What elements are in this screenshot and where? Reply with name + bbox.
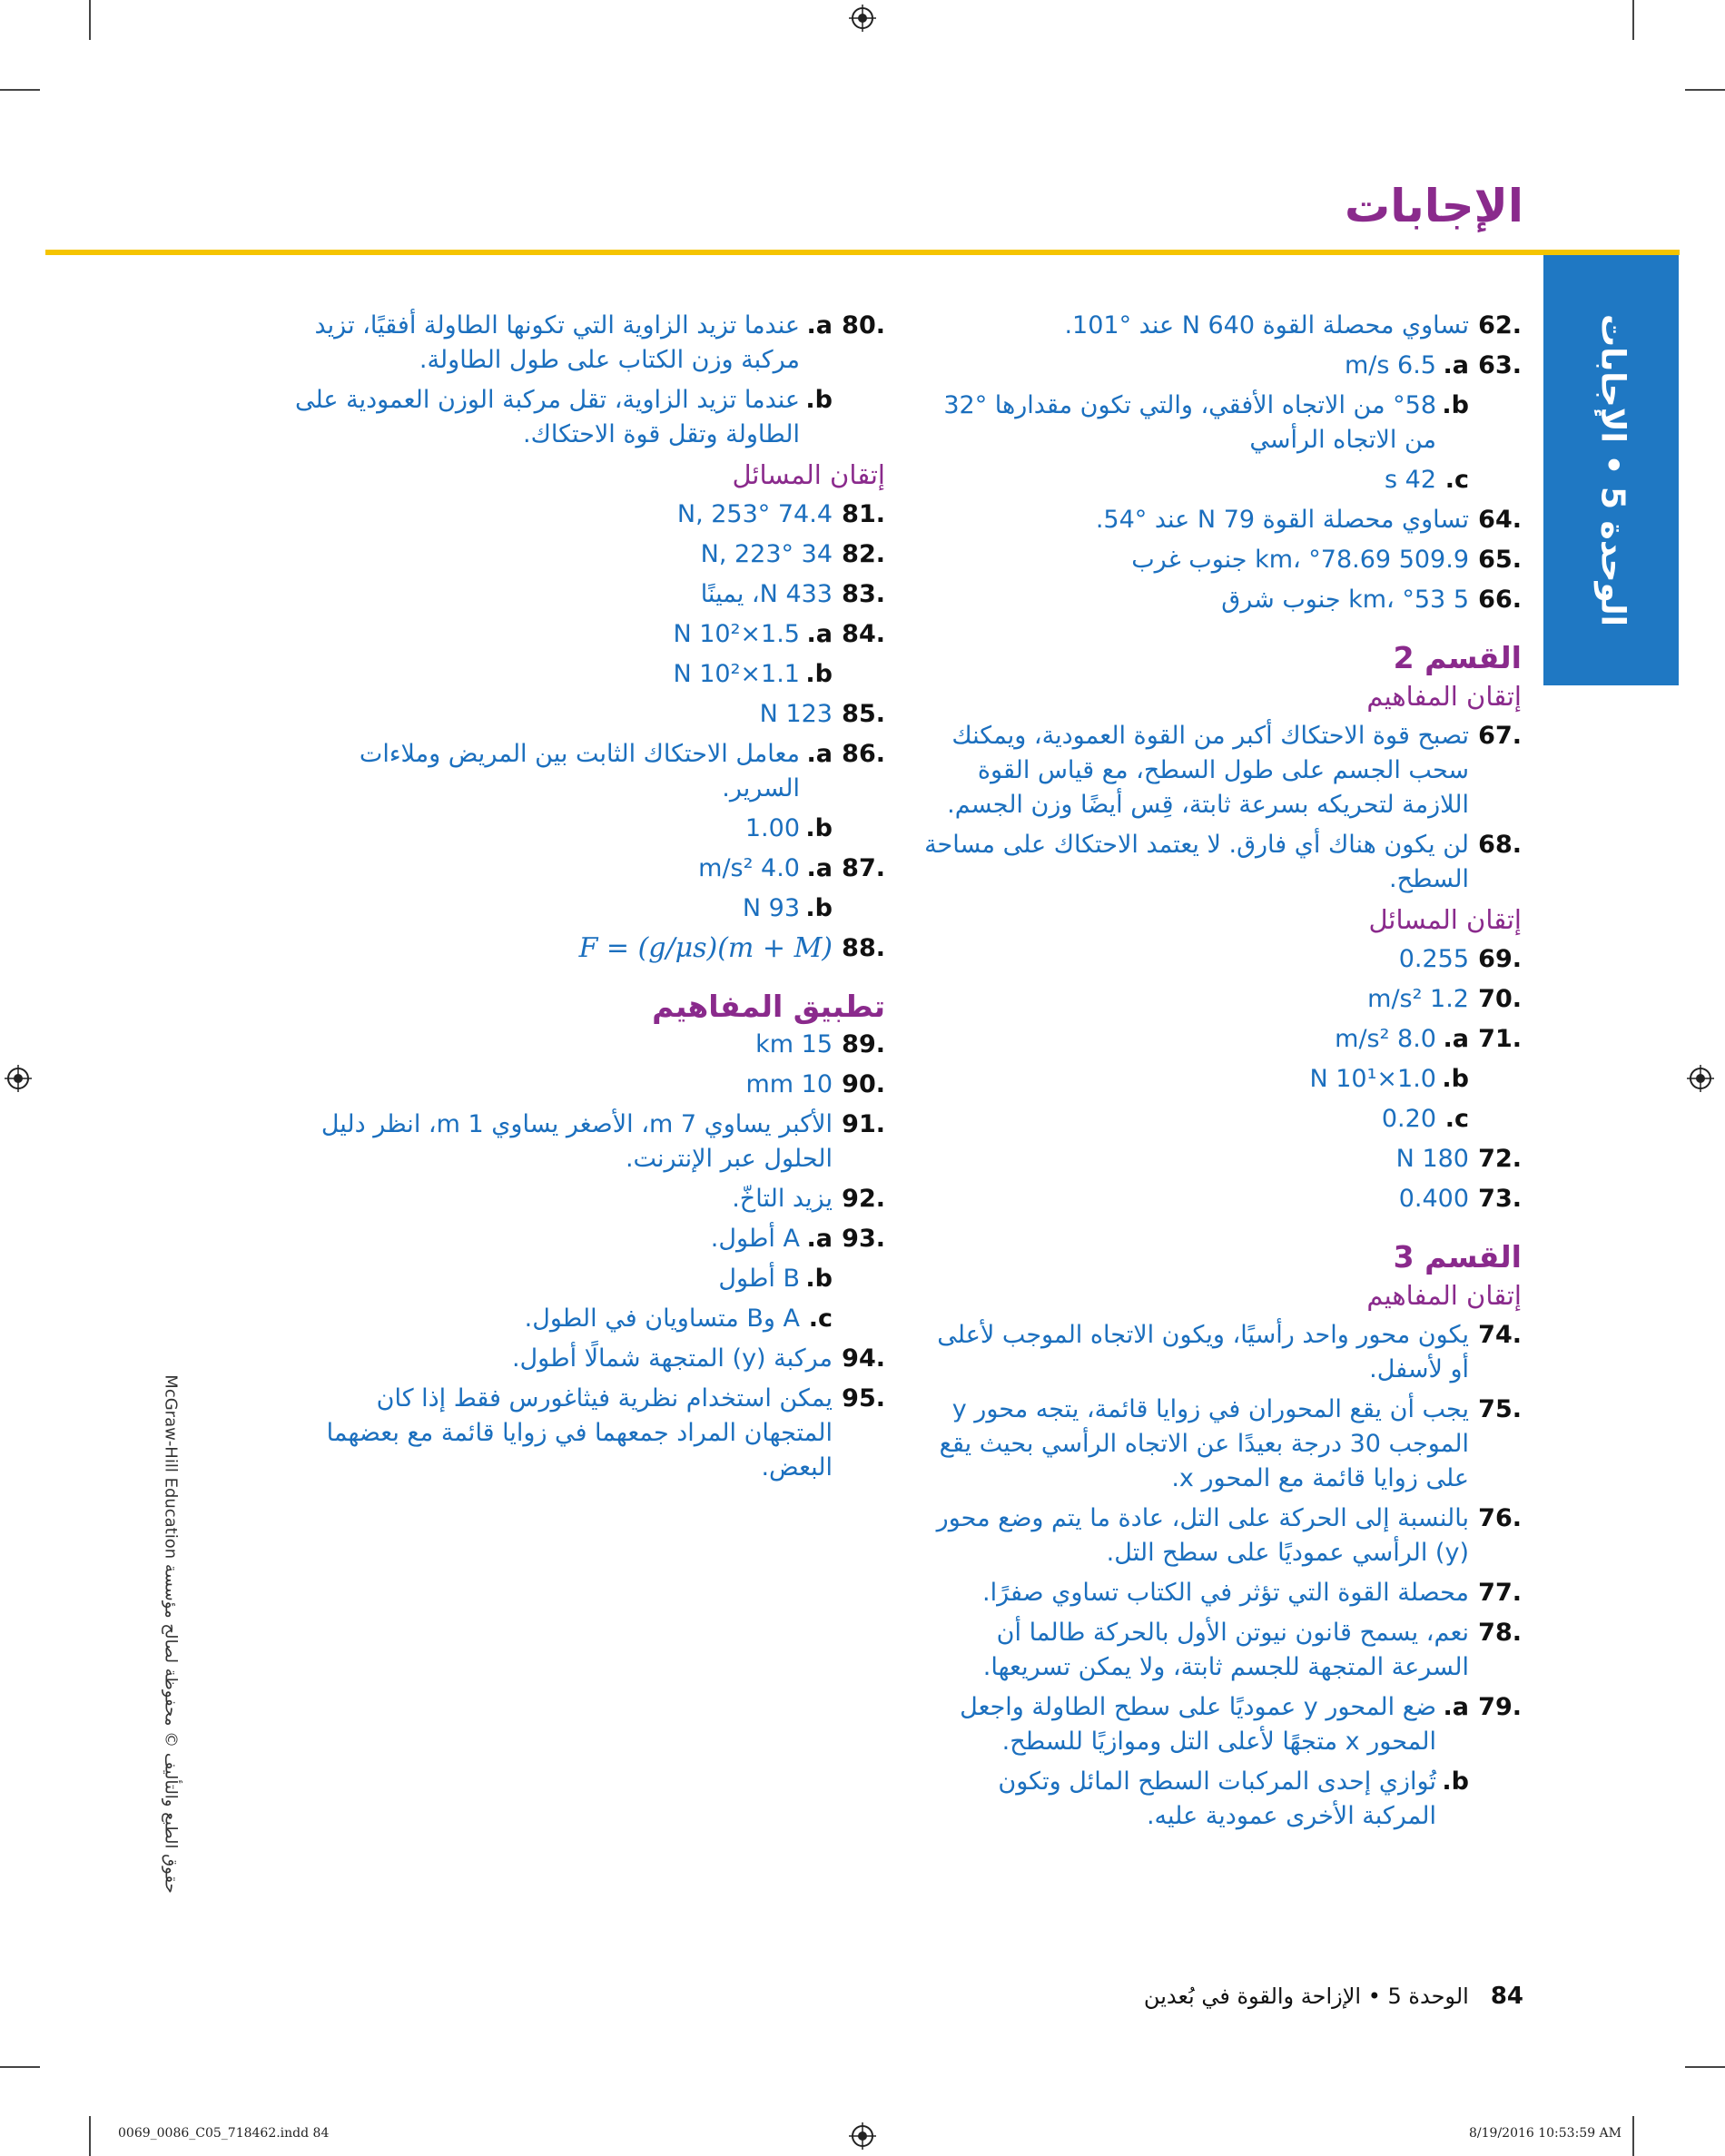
answer-item bbox=[922, 389, 1522, 458]
item-number: .85 bbox=[842, 700, 885, 728]
answer-text: 1.00 bbox=[744, 814, 800, 842]
sub-letter: a. bbox=[806, 1225, 833, 1253]
answer-text: يزيد التاخّ. bbox=[732, 1185, 833, 1213]
item-number: .62 bbox=[1478, 311, 1522, 340]
answer-text: 4.0 m/s² bbox=[698, 854, 800, 882]
answer-item bbox=[286, 309, 885, 378]
subsection-heading: إتقان المفاهيم bbox=[1366, 1280, 1522, 1311]
sub-letter: a. bbox=[1443, 351, 1469, 379]
answer-item bbox=[922, 1393, 1522, 1496]
answer-item bbox=[286, 577, 885, 612]
answer-item bbox=[286, 931, 885, 966]
answer-item bbox=[922, 828, 1522, 897]
answer-text: 0.400 bbox=[1398, 1185, 1469, 1213]
page-footer bbox=[1144, 1983, 1523, 2010]
item-number: .84 bbox=[842, 620, 885, 648]
answer-text: يكون محور واحد رأسيًا، ويكون الاتجاه الموجب لأعلى أو لأسفل. bbox=[937, 1321, 1469, 1383]
answer-item bbox=[922, 309, 1522, 343]
answer-item bbox=[922, 1142, 1522, 1176]
answer-text: 509.9 km، °78.69 جنوب غرب bbox=[1131, 546, 1469, 574]
registration-mark-icon bbox=[1687, 1065, 1714, 1092]
item-number: .68 bbox=[1478, 831, 1522, 859]
item-number: .89 bbox=[842, 1030, 885, 1058]
item-number: .67 bbox=[1478, 722, 1522, 750]
sub-letter: a. bbox=[1443, 1693, 1469, 1721]
answer-text: يجب أن يقع المحوران في زوايا قائمة، يتجه محور y الموجب 30 درجة بعيدًا عن الاتجاه الرأسي بحيث يقع على زوايا قائمة مع المحور x. bbox=[939, 1395, 1469, 1492]
subsection-heading: إتقان المفاهيم bbox=[1366, 681, 1522, 712]
footer-unit-label: الوحدة 5 • الإزاحة والقوة في بُعدين bbox=[1143, 1984, 1469, 2009]
answer-item bbox=[286, 617, 885, 652]
answer-text: A أطول. bbox=[710, 1225, 800, 1253]
sub-letter: c. bbox=[808, 1304, 833, 1333]
crop-mark bbox=[1632, 2116, 1634, 2156]
answer-text: 123 N bbox=[759, 700, 833, 728]
answer-item bbox=[286, 1302, 885, 1336]
answer-item bbox=[922, 1062, 1522, 1097]
answer-item bbox=[922, 1102, 1522, 1137]
item-number: .94 bbox=[842, 1344, 885, 1373]
crop-mark bbox=[1632, 0, 1634, 40]
section-heading: تطبيق المفاهيم bbox=[652, 989, 885, 1024]
item-number: .83 bbox=[842, 580, 885, 608]
answer-text: ضع المحور y عموديًا على سطح الطاولة واجعل المحور x متجهًا لأعلى التل وموازيًا للسطح. bbox=[960, 1693, 1436, 1756]
print-slug-file: 0069_0086_C05_718462.indd 84 bbox=[118, 2126, 330, 2141]
answer-text: B أطول bbox=[718, 1265, 800, 1293]
answer-item bbox=[922, 543, 1522, 577]
sub-letter: b. bbox=[1442, 1065, 1469, 1093]
answer-item bbox=[922, 349, 1522, 383]
sub-letter: b. bbox=[805, 386, 833, 414]
crop-mark bbox=[89, 2116, 91, 2156]
answer-text: 180 N bbox=[1395, 1145, 1469, 1173]
answer-item bbox=[286, 1068, 885, 1102]
page-number: 84 bbox=[1490, 1983, 1523, 2010]
answer-item bbox=[922, 1765, 1522, 1834]
item-number: .80 bbox=[842, 311, 885, 340]
item-number: .66 bbox=[1478, 586, 1522, 614]
sub-letter: b. bbox=[805, 1265, 833, 1293]
answer-text: 1.2 m/s² bbox=[1367, 985, 1469, 1013]
item-number: .81 bbox=[842, 500, 885, 528]
answer-text: °58 من الاتجاه الأفقي، والتي تكون مقدارها °32 من الاتجاه الرأسي bbox=[943, 391, 1436, 454]
item-number: .90 bbox=[842, 1070, 885, 1098]
item-number: .73 bbox=[1478, 1185, 1522, 1213]
item-number: .76 bbox=[1478, 1504, 1522, 1532]
item-number: .75 bbox=[1478, 1395, 1522, 1423]
sub-letter: a. bbox=[806, 854, 833, 882]
answer-item bbox=[286, 1108, 885, 1176]
crop-mark bbox=[0, 2066, 40, 2068]
answer-text: نعم، يسمح قانون نيوتن الأول بالحركة طالما أن السرعة المتجهة للجسم ثابتة، ولا يمكن تسريعها. bbox=[982, 1619, 1469, 1681]
answer-item bbox=[922, 1576, 1522, 1610]
answer-text: تساوي محصلة القوة 79 N عند °54. bbox=[1095, 506, 1469, 534]
answer-text: 433 N، يمينًا bbox=[700, 580, 833, 608]
item-number: .82 bbox=[842, 540, 885, 568]
crop-mark bbox=[1685, 89, 1725, 91]
item-number: .86 bbox=[842, 740, 885, 768]
side-tab-label: الوحدة 5 • الإجابات bbox=[1593, 314, 1631, 626]
item-number: .87 bbox=[842, 854, 885, 882]
sub-letter: a. bbox=[1443, 1025, 1469, 1053]
item-number: .93 bbox=[842, 1225, 885, 1253]
copyright-notice: حقوق الطبع والتأليف © محفوظة لصالح مؤسسة McGraw-Hill Education bbox=[161, 1374, 181, 1894]
answer-item bbox=[286, 891, 885, 926]
answer-item bbox=[922, 942, 1522, 977]
answer-item bbox=[286, 737, 885, 806]
answers-column-left bbox=[286, 309, 885, 1491]
answer-text: 93 N bbox=[742, 894, 800, 922]
answer-text: يمكن استخدام نظرية فيثاغورس فقط إذا كان المتجهان المراد جمعهما في زوايا قائمة مع بعضهما البعض. bbox=[326, 1384, 833, 1482]
sub-letter: a. bbox=[806, 311, 833, 340]
print-slug-date: 8/19/2016 10:53:59 AM bbox=[1469, 2126, 1622, 2141]
item-number: .70 bbox=[1478, 985, 1522, 1013]
answer-item bbox=[286, 1382, 885, 1485]
answer-text: 34 N, 223° bbox=[700, 540, 833, 568]
answer-text: الأكبر يساوي 7 m، الأصغر يساوي 1 m، انظر دليل الحلول عبر الإنترنت. bbox=[320, 1110, 833, 1173]
sub-letter: b. bbox=[1442, 1767, 1469, 1796]
answer-text: تصبح قوة الاحتكاك أكبر من القوة العمودية، ويمكنك سحب الجسم على طول السطح، مع قياس القوة اللازمة لتحريكه بسرعة ثابتة، قِس أيضًا وزن الجسم. bbox=[947, 722, 1469, 819]
answer-text: 0.20 bbox=[1381, 1105, 1436, 1133]
page-title: الإجابات bbox=[1345, 180, 1523, 232]
answer-item bbox=[286, 657, 885, 692]
answer-item bbox=[922, 583, 1522, 617]
answer-item bbox=[286, 497, 885, 532]
answer-text: 0.255 bbox=[1398, 945, 1469, 973]
answer-item bbox=[286, 383, 885, 452]
answer-text: 10 mm bbox=[745, 1070, 833, 1098]
answer-text: 1.1×10² N bbox=[673, 660, 800, 688]
answer-text: تساوي محصلة القوة 640 N عند °101. bbox=[1064, 311, 1469, 340]
sub-letter: c. bbox=[1444, 466, 1469, 494]
answer-text: 1.0×10¹ N bbox=[1309, 1065, 1436, 1093]
item-number: .95 bbox=[842, 1384, 885, 1413]
crop-mark bbox=[89, 0, 91, 40]
item-number: .77 bbox=[1478, 1579, 1522, 1607]
sub-letter: c. bbox=[1444, 1105, 1469, 1133]
answer-text: بالنسبة إلى الحركة على التل، عادة ما يتم وضع محور (y) الرأسي عموديًا على سطح التل. bbox=[936, 1504, 1469, 1567]
sub-letter: b. bbox=[805, 814, 833, 842]
answer-text: 74.4 N, 253° bbox=[676, 500, 833, 528]
answer-item bbox=[286, 1342, 885, 1376]
answer-text: 8.0 m/s² bbox=[1335, 1025, 1436, 1053]
answers-column-right bbox=[922, 309, 1522, 1839]
item-number: .64 bbox=[1478, 506, 1522, 534]
section-heading: القسم 3 bbox=[1393, 1239, 1522, 1275]
sub-letter: a. bbox=[806, 620, 833, 648]
answer-text: 1.5×10² N bbox=[673, 620, 800, 648]
answer-item bbox=[922, 1318, 1522, 1387]
answer-item bbox=[922, 1182, 1522, 1216]
answer-item bbox=[922, 1501, 1522, 1570]
answer-text: 6.5 m/s bbox=[1344, 351, 1436, 379]
answer-text: A وB متساويان في الطول. bbox=[524, 1304, 800, 1333]
answer-text: تُوازي إحدى المركبات السطح المائل وتكون المركبة الأخرى عمودية عليه. bbox=[998, 1767, 1436, 1830]
answer-text: مركبة (y) المتجهة شمالًا أطول. bbox=[511, 1344, 833, 1373]
section-heading: القسم 2 bbox=[1393, 640, 1522, 675]
subsection-heading: إتقان المسائل bbox=[1368, 904, 1522, 935]
item-number: .91 bbox=[842, 1110, 885, 1138]
item-number: .63 bbox=[1478, 351, 1522, 379]
item-number: .69 bbox=[1478, 945, 1522, 973]
item-number: .92 bbox=[842, 1185, 885, 1213]
answer-item bbox=[286, 812, 885, 846]
crop-mark bbox=[1685, 2066, 1725, 2068]
item-number: .72 bbox=[1478, 1145, 1522, 1173]
item-number: .78 bbox=[1478, 1619, 1522, 1647]
answer-item bbox=[286, 1222, 885, 1256]
answer-item bbox=[286, 537, 885, 572]
answer-item bbox=[922, 1616, 1522, 1685]
answer-item bbox=[922, 463, 1522, 497]
answer-text: عندما تزيد الزاوية، تقل مركبة الوزن العمودية على الطاولة وتقل قوة الاحتكاك. bbox=[294, 386, 800, 448]
answer-item bbox=[286, 1182, 885, 1216]
item-number: .65 bbox=[1478, 546, 1522, 574]
answer-text: 42 s bbox=[1384, 466, 1436, 494]
registration-mark-icon bbox=[849, 2122, 876, 2150]
item-number: .88 bbox=[842, 934, 885, 962]
answer-text: 15 km bbox=[755, 1030, 833, 1058]
registration-mark-icon bbox=[849, 5, 876, 32]
sub-letter: b. bbox=[805, 660, 833, 688]
answer-text: لن يكون هناك أي فارق. لا يعتمد الاحتكاك على مساحة السطح. bbox=[924, 831, 1469, 893]
registration-mark-icon bbox=[5, 1065, 32, 1092]
answer-text: 5 km، °53 جنوب شرق bbox=[1221, 586, 1469, 614]
answer-text: عندما تزيد الزاوية التي تكونها الطاولة أفقيًا، تزيد مركبة وزن الكتاب على طول الطاولة. bbox=[314, 311, 800, 374]
answer-text: محصلة القوة التي تؤثر في الكتاب تساوي صفرًا. bbox=[982, 1579, 1469, 1607]
answer-text: معامل الاحتكاك الثابت بين المريض وملاءات السرير. bbox=[359, 740, 800, 802]
item-number: .74 bbox=[1478, 1321, 1522, 1349]
title-divider bbox=[45, 250, 1680, 255]
answer-item bbox=[286, 697, 885, 732]
answer-item bbox=[922, 982, 1522, 1017]
sub-letter: b. bbox=[805, 894, 833, 922]
formula: F = (g/μs)(m + M) bbox=[578, 932, 833, 964]
item-number: .71 bbox=[1478, 1025, 1522, 1053]
answer-item bbox=[922, 1022, 1522, 1057]
crop-mark bbox=[0, 89, 40, 91]
sub-letter: b. bbox=[1442, 391, 1469, 419]
subsection-heading: إتقان المسائل bbox=[732, 459, 885, 490]
sub-letter: a. bbox=[806, 740, 833, 768]
answer-item bbox=[286, 852, 885, 886]
answer-item bbox=[286, 1262, 885, 1296]
answer-item bbox=[922, 503, 1522, 537]
answer-item bbox=[922, 719, 1522, 822]
answer-item bbox=[286, 1028, 885, 1062]
answer-item bbox=[922, 1690, 1522, 1759]
item-number: .79 bbox=[1478, 1693, 1522, 1721]
